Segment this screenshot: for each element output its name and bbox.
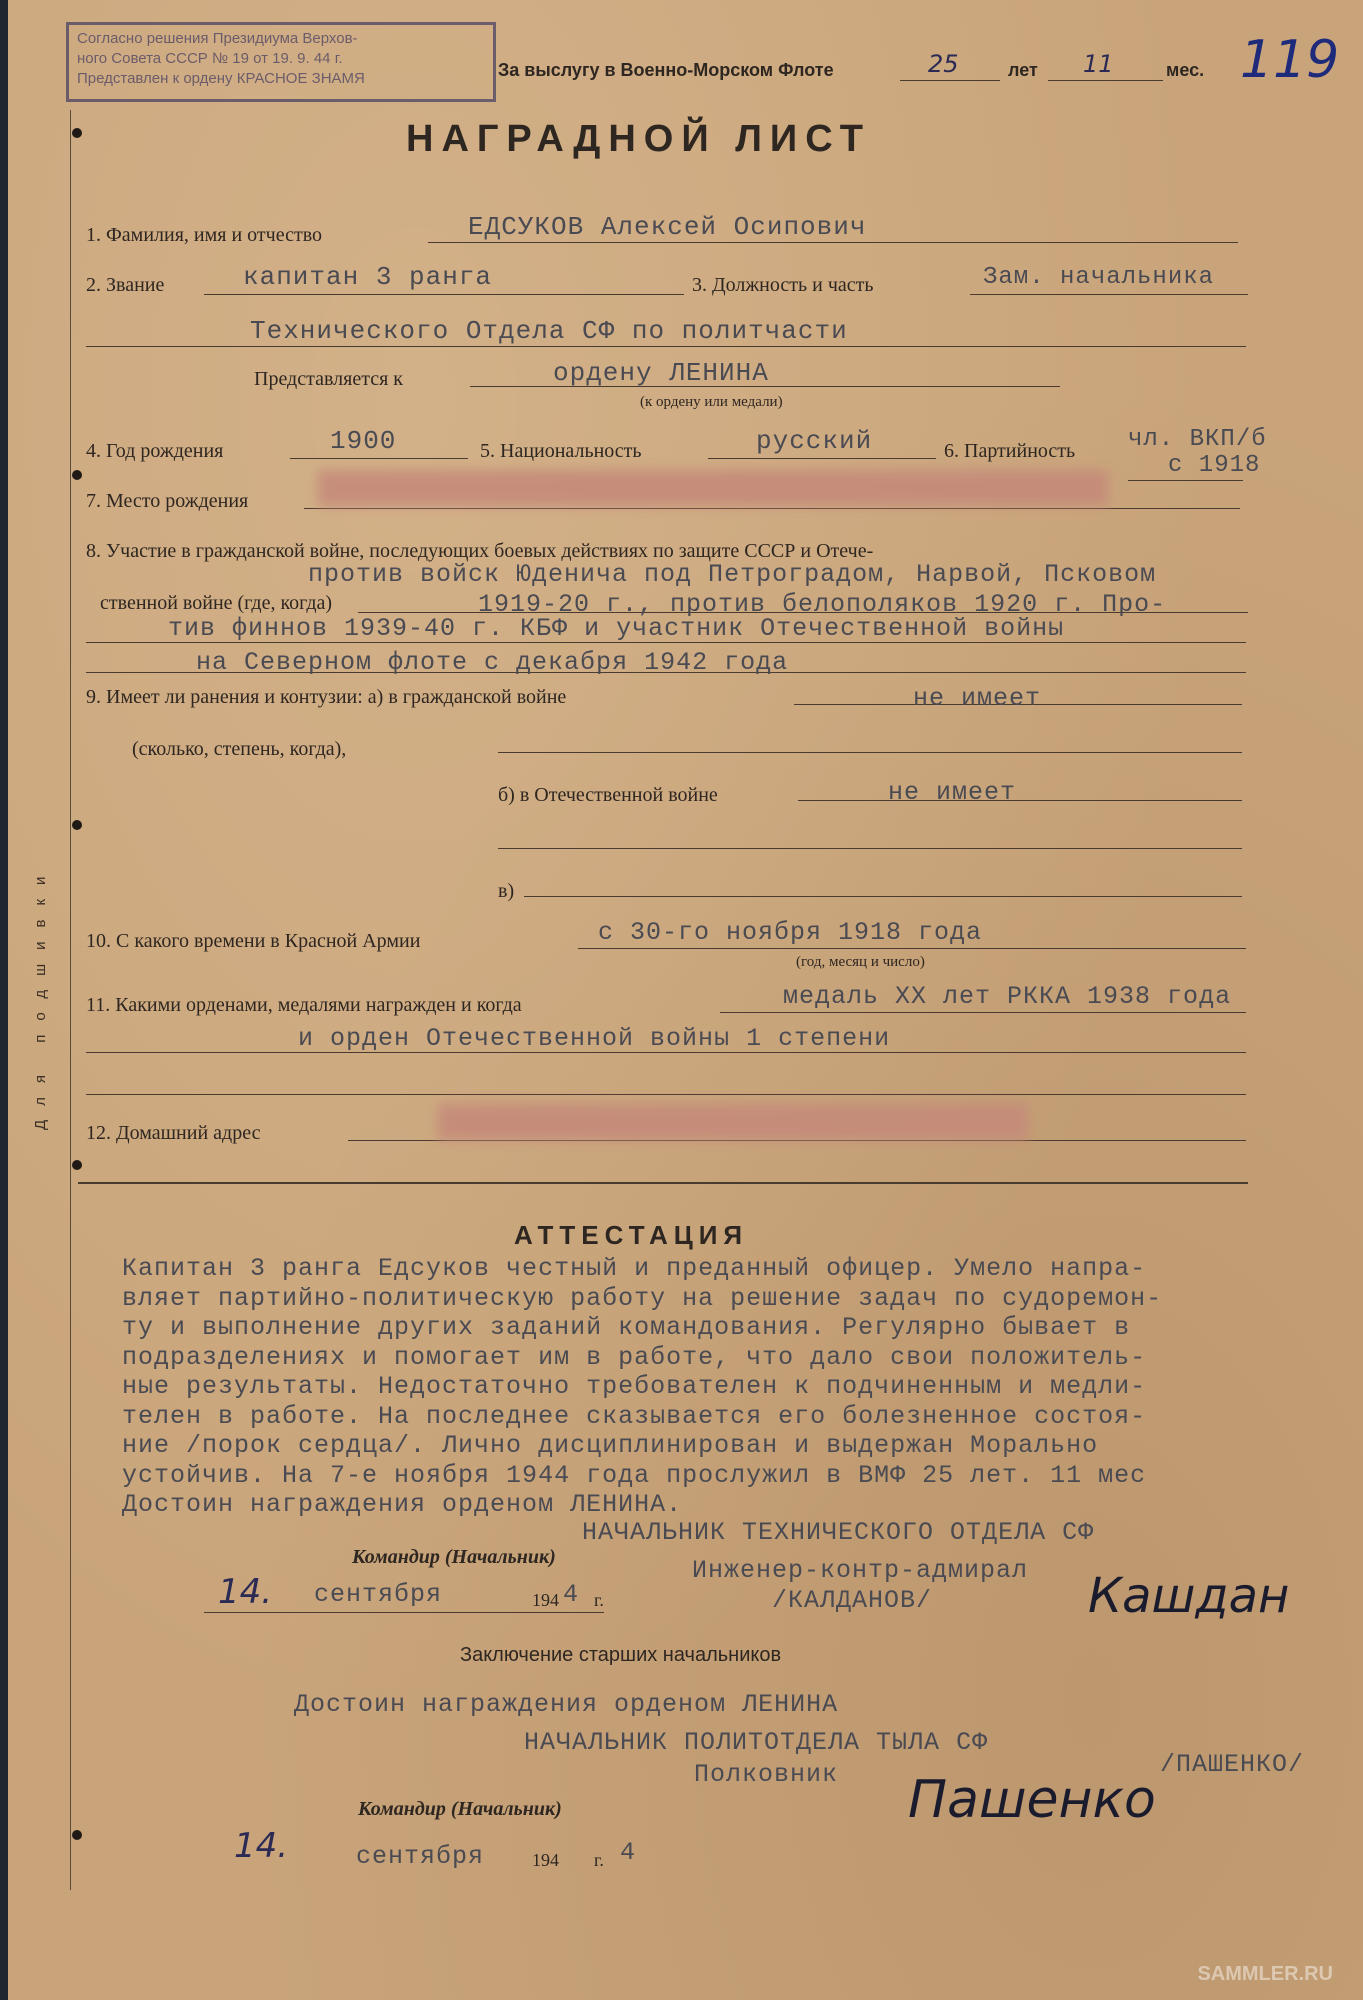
page-number: 119 — [1240, 30, 1340, 90]
conclusion-title: Заключение старших начальников — [460, 1644, 782, 1666]
field-10-value: с 30-го ноября 1918 года — [598, 918, 983, 947]
attestation-line: Капитан 3 ранга Едсуков честный и преданный офицер. Умело напра- — [122, 1254, 1147, 1283]
service-months: 11 — [1083, 50, 1114, 78]
field-1-value: ЕДСУКОВ Алексей Осипович — [468, 212, 867, 242]
attestation-line: устойчив. На 7-е ноября 1944 года прослужил в ВМФ 25 лет. 11 мес — [122, 1460, 1147, 1490]
conclusion-commander-label: Командир (Начальник) — [358, 1798, 562, 1820]
field-4-label: 4. Год рождения — [86, 440, 224, 462]
conclusion-date-month: сентября — [356, 1842, 485, 1871]
stamp — [66, 22, 496, 102]
field-1-label: 1. Фамилия, имя и отчество — [86, 224, 323, 246]
conclusion-sign-rank: Полковник — [694, 1760, 839, 1789]
attestation-line: ту и выполнение других заданий командования. Регулярно бывает в — [122, 1313, 1131, 1342]
attestation-date-month: сентября — [314, 1580, 443, 1609]
presented-value: ордену ЛЕНИНА — [553, 358, 769, 388]
redacted-address — [438, 1104, 1028, 1140]
award-sheet — [8, 0, 1363, 2000]
margin-text: Для подшивки — [32, 862, 49, 1130]
field-10-label: 10. С какого времени в Красной Армии — [86, 930, 421, 952]
field-8-label: 8. Участие в гражданской войне, последующих боевых действиях по защите СССР и Отече- — [86, 540, 874, 562]
field-9-b-label: б) в Отечественной войне — [498, 784, 718, 806]
presented-label: Представляется к — [254, 368, 403, 390]
stamp-line: Согласно решения Президиума Верхов- — [77, 30, 358, 47]
attestation-sign-rank: Инженер-контр-адмирал — [692, 1556, 1029, 1585]
service-label: За выслугу в Военно-Морском Флоте — [498, 60, 834, 80]
field-6-value-2: с 1918 — [1168, 452, 1261, 479]
conclusion-sign-name: /ПАШЕНКО/ — [1160, 1750, 1305, 1779]
service-years: 25 — [928, 50, 959, 78]
attestation-sign-position: НАЧАЛЬНИК ТЕХНИЧЕСКОГО ОТДЕЛА СФ — [582, 1518, 1095, 1547]
attestation-line: ние /порок сердца/. Лично дисциплинирован и выдержан Морально — [122, 1431, 1099, 1460]
attestation-sign-name: /КАЛДАНОВ/ — [772, 1586, 933, 1615]
field-2-label: 2. Звание — [86, 274, 165, 296]
field-5-value: русский — [756, 426, 873, 456]
field-9-a-value: не имеет — [913, 684, 1042, 713]
conclusion-text: Достоин награждения орденом ЛЕНИНА — [294, 1690, 839, 1719]
field-9-label: 9. Имеет ли ранения и контузии: а) в гражданской войне — [86, 686, 567, 708]
conclusion-date-suffix: г. — [594, 1850, 604, 1870]
conclusion-date-digit: 4 — [620, 1838, 637, 1867]
redacted-birthplace — [318, 470, 1108, 506]
field-11-label: 11. Какими орденами, медалями награжден и когда — [86, 994, 522, 1016]
field-6-value: чл. ВКП/б — [1128, 426, 1267, 453]
margin-line — [70, 110, 71, 1890]
punch-hole — [72, 128, 82, 138]
field-6-label: 6. Партийность — [944, 440, 1076, 462]
punch-hole — [72, 470, 82, 480]
service-years-label: лет — [1008, 60, 1038, 80]
attestation-line: ные результаты. Недостаточно требователен к подчиненным и медли- — [122, 1372, 1147, 1401]
field-8-value-1: против войск Юденича под Петроградом, Нарвой, Псковом — [308, 560, 1157, 589]
field-12-label: 12. Домашний адрес — [86, 1122, 261, 1144]
field-11-value-2: и орден Отечественной войны 1 степени — [298, 1024, 891, 1053]
field-7-label: 7. Место рождения — [86, 490, 249, 512]
conclusion-sign-position: НАЧАЛЬНИК ПОЛИТОТДЕЛА ТЫЛА СФ — [524, 1728, 989, 1757]
field-9-hint: (сколько, степень, когда), — [132, 738, 347, 760]
field-8-value-4: на Северном флоте с декабря 1942 года — [196, 648, 789, 677]
watermark: SAMMLER.RU — [1197, 1963, 1333, 1985]
attestation-text — [122, 1254, 1342, 1520]
attestation-title: АТТЕСТАЦИЯ — [514, 1220, 749, 1250]
service-months-label: мес. — [1166, 60, 1205, 80]
field-10-hint: (год, месяц и число) — [796, 954, 925, 970]
field-11-value: медаль XX лет РККА 1938 года — [783, 982, 1232, 1011]
field-9-c-label: в) — [498, 880, 515, 902]
attestation-date-digit: 4 — [563, 1580, 580, 1609]
attestation-commander-label: Командир (Начальник) — [352, 1546, 556, 1568]
attestation-date-year: 194 — [532, 1590, 559, 1610]
conclusion-date-year: 194 — [532, 1850, 559, 1870]
field-3-value: Зам. начальника — [983, 264, 1215, 291]
conclusion-signature: Пашенко — [908, 1770, 1156, 1830]
presented-hint: (к ордену или медали) — [640, 394, 783, 410]
stamp-line: ного Совета СССР № 19 от 19. 9. 44 г. — [77, 50, 343, 67]
field-9-b-value: не имеет — [888, 778, 1017, 807]
conclusion-date-day: 14. — [234, 1826, 289, 1866]
field-8-value-3: тив финнов 1939-40 г. КБФ и участник Отечественной войны — [168, 614, 1065, 643]
document-title: НАГРАДНОЙ ЛИСТ — [406, 118, 871, 160]
punch-hole — [72, 1830, 82, 1840]
field-8-value-2: 1919-20 г., против белополяков 1920 г. Про- — [478, 590, 1167, 619]
field-8-label-b: ственной войне (где, когда) — [100, 592, 333, 614]
field-3-value-2: Технического Отдела СФ по политчасти — [250, 316, 848, 346]
field-3-label: 3. Должность и часть — [692, 274, 874, 296]
attestation-line: Достоин награждения орденом ЛЕНИНА. — [122, 1490, 683, 1519]
attestation-line: вляет партийно-политическую работу на решение задач по судоремон- — [122, 1283, 1163, 1313]
attestation-date-day: 14. — [218, 1572, 273, 1612]
field-5-label: 5. Национальность — [480, 440, 642, 462]
punch-hole — [72, 1160, 82, 1170]
punch-hole — [72, 820, 82, 830]
attestation-signature: Кашдан — [1088, 1568, 1290, 1624]
field-2-value: капитан 3 ранга — [243, 262, 493, 292]
field-4-value: 1900 — [330, 426, 397, 456]
attestation-line: телен в работе. На последнее сказывается его болезненное состоя- — [122, 1401, 1147, 1431]
stamp-line: Представлен к ордену КРАСНОЕ ЗНАМЯ — [77, 70, 365, 87]
attestation-date-suffix: г. — [594, 1590, 604, 1610]
attestation-line: подразделениях и помогает им в работе, что дало свои положитель- — [122, 1342, 1147, 1372]
